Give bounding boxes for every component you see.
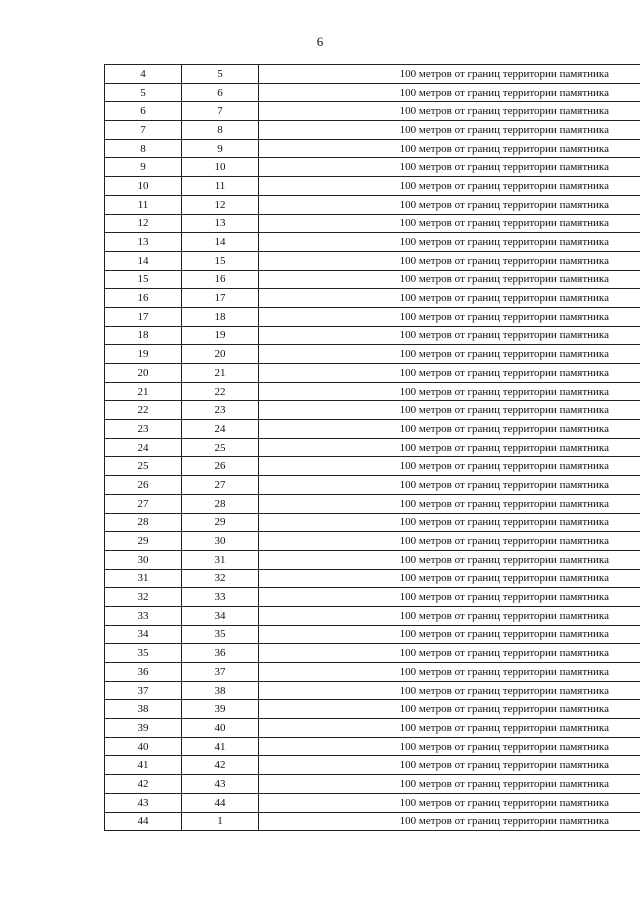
distance-cell: 100 метров от границ территории памятника: [259, 233, 640, 252]
point-from-cell: 11: [105, 195, 182, 214]
distance-cell: 100 метров от границ территории памятника: [259, 270, 640, 289]
distance-cell: 100 метров от границ территории памятника: [259, 307, 640, 326]
point-to-cell: 38: [182, 681, 259, 700]
point-from-cell: 34: [105, 625, 182, 644]
point-from-cell: 26: [105, 476, 182, 495]
point-to-cell: 33: [182, 588, 259, 607]
boundary-table: [104, 64, 640, 831]
distance-cell: 100 метров от границ территории памятника: [259, 195, 640, 214]
point-to-cell: 9: [182, 139, 259, 158]
point-from-cell: 35: [105, 644, 182, 663]
table-row: [105, 625, 640, 644]
point-to-cell: 41: [182, 737, 259, 756]
point-from-cell: 29: [105, 532, 182, 551]
point-from-cell: 6: [105, 102, 182, 121]
table-row: [105, 307, 640, 326]
point-to-cell: 13: [182, 214, 259, 233]
distance-cell: 100 метров от границ территории памятника: [259, 102, 640, 121]
distance-cell: 100 метров от границ территории памятника: [259, 793, 640, 812]
point-to-cell: 32: [182, 569, 259, 588]
point-from-cell: 24: [105, 438, 182, 457]
table-row: [105, 382, 640, 401]
table-row: [105, 158, 640, 177]
point-to-cell: 26: [182, 457, 259, 476]
table-row: [105, 569, 640, 588]
distance-cell: 100 метров от границ территории памятника: [259, 457, 640, 476]
table-row: [105, 775, 640, 794]
point-to-cell: 39: [182, 700, 259, 719]
distance-cell: 100 метров от границ территории памятника: [259, 345, 640, 364]
point-from-cell: 22: [105, 401, 182, 420]
point-from-cell: 4: [105, 65, 182, 84]
point-to-cell: 28: [182, 494, 259, 513]
point-from-cell: 30: [105, 550, 182, 569]
point-to-cell: 1: [182, 812, 259, 831]
distance-cell: 100 метров от границ территории памятника: [259, 588, 640, 607]
distance-cell: 100 метров от границ территории памятника: [259, 775, 640, 794]
table-row: [105, 681, 640, 700]
point-to-cell: 30: [182, 532, 259, 551]
table-row: [105, 438, 640, 457]
point-to-cell: 11: [182, 177, 259, 196]
point-from-cell: 9: [105, 158, 182, 177]
table-row: [105, 195, 640, 214]
point-from-cell: 36: [105, 663, 182, 682]
distance-cell: 100 метров от границ территории памятника: [259, 139, 640, 158]
point-to-cell: 10: [182, 158, 259, 177]
point-to-cell: 12: [182, 195, 259, 214]
point-to-cell: 31: [182, 550, 259, 569]
point-from-cell: 27: [105, 494, 182, 513]
table-row: [105, 644, 640, 663]
point-from-cell: 25: [105, 457, 182, 476]
point-from-cell: 14: [105, 251, 182, 270]
point-from-cell: 8: [105, 139, 182, 158]
distance-cell: 100 метров от границ территории памятника: [259, 606, 640, 625]
distance-cell: 100 метров от границ территории памятника: [259, 494, 640, 513]
point-from-cell: 40: [105, 737, 182, 756]
table-row: [105, 139, 640, 158]
table-row: [105, 606, 640, 625]
point-to-cell: 17: [182, 289, 259, 308]
point-to-cell: 34: [182, 606, 259, 625]
point-to-cell: 19: [182, 326, 259, 345]
table-row: [105, 345, 640, 364]
point-from-cell: 10: [105, 177, 182, 196]
distance-cell: 100 метров от границ территории памятника: [259, 719, 640, 738]
point-to-cell: 8: [182, 121, 259, 140]
table-row: [105, 326, 640, 345]
point-to-cell: 16: [182, 270, 259, 289]
distance-cell: 100 метров от границ территории памятника: [259, 401, 640, 420]
table-row: [105, 793, 640, 812]
distance-cell: 100 метров от границ территории памятника: [259, 550, 640, 569]
distance-cell: 100 метров от границ территории памятника: [259, 382, 640, 401]
distance-cell: 100 метров от границ территории памятника: [259, 326, 640, 345]
distance-cell: 100 метров от границ территории памятника: [259, 121, 640, 140]
point-from-cell: 44: [105, 812, 182, 831]
page-number: 6: [316, 34, 324, 49]
point-from-cell: 41: [105, 756, 182, 775]
point-to-cell: 15: [182, 251, 259, 270]
point-from-cell: 32: [105, 588, 182, 607]
point-to-cell: 43: [182, 775, 259, 794]
point-to-cell: 7: [182, 102, 259, 121]
table-row: [105, 812, 640, 831]
table-row: [105, 364, 640, 383]
distance-cell: 100 метров от границ территории памятника: [259, 625, 640, 644]
table-row: [105, 663, 640, 682]
distance-cell: 100 метров от границ территории памятника: [259, 214, 640, 233]
table-row: [105, 289, 640, 308]
point-to-cell: 18: [182, 307, 259, 326]
table-row: [105, 233, 640, 252]
distance-cell: 100 метров от границ территории памятника: [259, 532, 640, 551]
point-from-cell: 12: [105, 214, 182, 233]
distance-cell: 100 метров от границ территории памятника: [259, 737, 640, 756]
table-row: [105, 494, 640, 513]
distance-cell: 100 метров от границ территории памятника: [259, 364, 640, 383]
point-from-cell: 5: [105, 83, 182, 102]
point-to-cell: 44: [182, 793, 259, 812]
point-from-cell: 21: [105, 382, 182, 401]
distance-cell: 100 метров от границ территории памятника: [259, 756, 640, 775]
point-to-cell: 36: [182, 644, 259, 663]
point-to-cell: 25: [182, 438, 259, 457]
point-to-cell: 5: [182, 65, 259, 84]
distance-cell: 100 метров от границ территории памятника: [259, 569, 640, 588]
point-from-cell: 13: [105, 233, 182, 252]
distance-cell: 100 метров от границ территории памятника: [259, 438, 640, 457]
point-from-cell: 18: [105, 326, 182, 345]
table-row: [105, 532, 640, 551]
table-row: [105, 270, 640, 289]
distance-cell: 100 метров от границ территории памятника: [259, 812, 640, 831]
point-to-cell: 20: [182, 345, 259, 364]
point-from-cell: 17: [105, 307, 182, 326]
point-to-cell: 22: [182, 382, 259, 401]
table-row: [105, 401, 640, 420]
table-row: [105, 457, 640, 476]
point-from-cell: 33: [105, 606, 182, 625]
point-from-cell: 38: [105, 700, 182, 719]
table-row: [105, 700, 640, 719]
distance-cell: 100 метров от границ территории памятника: [259, 158, 640, 177]
table-row: [105, 102, 640, 121]
point-from-cell: 42: [105, 775, 182, 794]
point-from-cell: 28: [105, 513, 182, 532]
table-row: [105, 83, 640, 102]
point-to-cell: 14: [182, 233, 259, 252]
distance-cell: 100 метров от границ территории памятника: [259, 644, 640, 663]
point-to-cell: 42: [182, 756, 259, 775]
table-row: [105, 756, 640, 775]
distance-cell: 100 метров от границ территории памятника: [259, 251, 640, 270]
point-from-cell: 31: [105, 569, 182, 588]
point-to-cell: 27: [182, 476, 259, 495]
point-to-cell: 23: [182, 401, 259, 420]
table-row: [105, 121, 640, 140]
point-to-cell: 24: [182, 420, 259, 439]
point-from-cell: 15: [105, 270, 182, 289]
table-row: [105, 420, 640, 439]
point-to-cell: 37: [182, 663, 259, 682]
point-to-cell: 40: [182, 719, 259, 738]
distance-cell: 100 метров от границ территории памятника: [259, 420, 640, 439]
distance-cell: 100 метров от границ территории памятника: [259, 177, 640, 196]
table-row: [105, 214, 640, 233]
distance-cell: 100 метров от границ территории памятника: [259, 681, 640, 700]
point-to-cell: 35: [182, 625, 259, 644]
point-from-cell: 19: [105, 345, 182, 364]
table-row: [105, 513, 640, 532]
table-body: [105, 65, 640, 831]
point-to-cell: 21: [182, 364, 259, 383]
table-row: [105, 550, 640, 569]
table-row: [105, 251, 640, 270]
point-to-cell: 6: [182, 83, 259, 102]
point-from-cell: 39: [105, 719, 182, 738]
table-row: [105, 588, 640, 607]
table-row: [105, 65, 640, 84]
point-from-cell: 16: [105, 289, 182, 308]
distance-cell: 100 метров от границ территории памятника: [259, 289, 640, 308]
distance-cell: 100 метров от границ территории памятника: [259, 700, 640, 719]
point-from-cell: 43: [105, 793, 182, 812]
table-row: [105, 737, 640, 756]
point-from-cell: 23: [105, 420, 182, 439]
table-row: [105, 177, 640, 196]
distance-cell: 100 метров от границ территории памятника: [259, 65, 640, 84]
distance-cell: 100 метров от границ территории памятника: [259, 476, 640, 495]
distance-cell: 100 метров от границ территории памятника: [259, 83, 640, 102]
distance-cell: 100 метров от границ территории памятника: [259, 513, 640, 532]
distance-cell: 100 метров от границ территории памятника: [259, 663, 640, 682]
point-from-cell: 37: [105, 681, 182, 700]
table-row: [105, 719, 640, 738]
point-to-cell: 29: [182, 513, 259, 532]
point-from-cell: 7: [105, 121, 182, 140]
table-row: [105, 476, 640, 495]
point-from-cell: 20: [105, 364, 182, 383]
